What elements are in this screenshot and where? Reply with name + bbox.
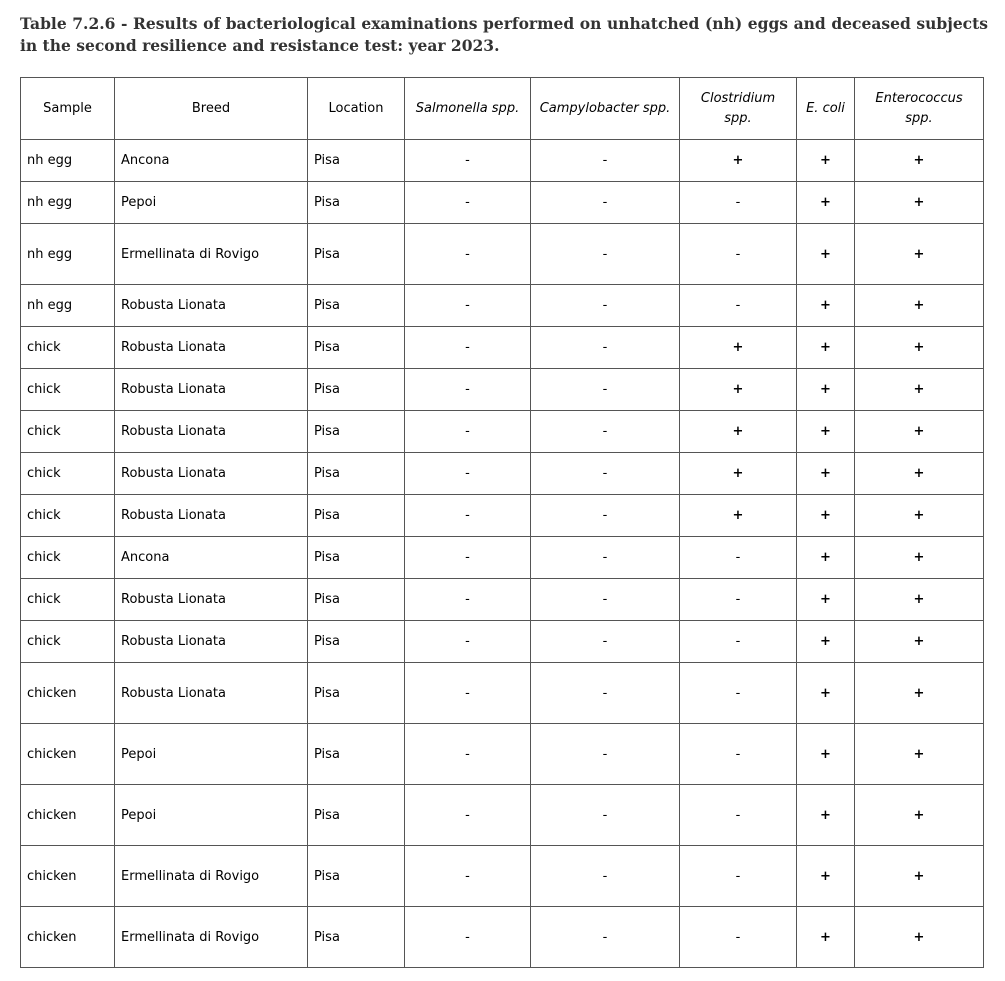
cell-clostridium: - — [680, 846, 797, 907]
table-row — [21, 369, 984, 411]
cell-salmonella: - — [405, 411, 531, 453]
cell-clostridium: + — [680, 327, 797, 369]
cell-breed: Pepoi — [115, 785, 308, 846]
cell-breed: Robusta Lionata — [115, 663, 308, 724]
cell-campylobacter: - — [531, 453, 680, 495]
cell-breed: Robusta Lionata — [115, 579, 308, 621]
cell-salmonella: - — [405, 724, 531, 785]
cell-sample: chick — [21, 621, 115, 663]
cell-campylobacter: - — [531, 411, 680, 453]
cell-sample: chick — [21, 327, 115, 369]
cell-salmonella: - — [405, 140, 531, 182]
cell-location: Pisa — [308, 453, 405, 495]
cell-salmonella: - — [405, 846, 531, 907]
cell-breed: Ermellinata di Rovigo — [115, 846, 308, 907]
cell-campylobacter: - — [531, 663, 680, 724]
cell-e-coli: + — [797, 579, 855, 621]
table-row — [21, 785, 984, 846]
cell-breed: Pepoi — [115, 724, 308, 785]
cell-breed: Robusta Lionata — [115, 453, 308, 495]
table-row — [21, 411, 984, 453]
cell-campylobacter: - — [531, 537, 680, 579]
cell-breed: Robusta Lionata — [115, 369, 308, 411]
cell-enterococcus: + — [855, 182, 984, 224]
cell-location: Pisa — [308, 411, 405, 453]
cell-enterococcus: + — [855, 724, 984, 785]
cell-enterococcus: + — [855, 224, 984, 285]
cell-e-coli: + — [797, 846, 855, 907]
cell-clostridium: - — [680, 182, 797, 224]
cell-clostridium: - — [680, 663, 797, 724]
cell-location: Pisa — [308, 785, 405, 846]
cell-clostridium: - — [680, 907, 797, 968]
cell-salmonella: - — [405, 785, 531, 846]
table-row — [21, 182, 984, 224]
cell-clostridium: - — [680, 724, 797, 785]
cell-location: Pisa — [308, 907, 405, 968]
cell-campylobacter: - — [531, 907, 680, 968]
cell-enterococcus: + — [855, 285, 984, 327]
cell-breed: Robusta Lionata — [115, 621, 308, 663]
cell-location: Pisa — [308, 140, 405, 182]
cell-sample: chick — [21, 537, 115, 579]
cell-campylobacter: - — [531, 785, 680, 846]
cell-salmonella: - — [405, 907, 531, 968]
cell-campylobacter: - — [531, 140, 680, 182]
cell-salmonella: - — [405, 327, 531, 369]
cell-location: Pisa — [308, 621, 405, 663]
table-caption: Table 7.2.6 - Results of bacteriological examinations performed on unhatched (nh) eggs and deceased subjects in the second resilience and resistance test: year 2023. — [20, 14, 988, 55]
header-clostridium: Clostridium spp. — [680, 78, 797, 140]
cell-clostridium: + — [680, 140, 797, 182]
cell-sample: chick — [21, 411, 115, 453]
cell-salmonella: - — [405, 285, 531, 327]
cell-clostridium: + — [680, 411, 797, 453]
cell-location: Pisa — [308, 663, 405, 724]
cell-clostridium: - — [680, 285, 797, 327]
table-row — [21, 907, 984, 968]
cell-e-coli: + — [797, 140, 855, 182]
cell-enterococcus: + — [855, 369, 984, 411]
cell-enterococcus: + — [855, 411, 984, 453]
cell-campylobacter: - — [531, 369, 680, 411]
cell-location: Pisa — [308, 327, 405, 369]
cell-campylobacter: - — [531, 182, 680, 224]
cell-breed: Pepoi — [115, 182, 308, 224]
cell-breed: Robusta Lionata — [115, 285, 308, 327]
cell-location: Pisa — [308, 495, 405, 537]
cell-e-coli: + — [797, 224, 855, 285]
cell-clostridium: + — [680, 495, 797, 537]
cell-sample: chicken — [21, 663, 115, 724]
cell-breed: Ancona — [115, 537, 308, 579]
cell-salmonella: - — [405, 579, 531, 621]
cell-breed: Robusta Lionata — [115, 327, 308, 369]
cell-sample: chick — [21, 495, 115, 537]
cell-clostridium: - — [680, 224, 797, 285]
cell-enterococcus: + — [855, 537, 984, 579]
cell-sample: chicken — [21, 724, 115, 785]
cell-sample: nh egg — [21, 224, 115, 285]
cell-clostridium: + — [680, 453, 797, 495]
cell-location: Pisa — [308, 285, 405, 327]
cell-breed: Ermellinata di Rovigo — [115, 224, 308, 285]
header-enterococcus: Enterococcus spp. — [855, 78, 984, 140]
cell-location: Pisa — [308, 537, 405, 579]
header-sample: Sample — [21, 78, 115, 140]
cell-breed: Ancona — [115, 140, 308, 182]
cell-campylobacter: - — [531, 495, 680, 537]
cell-e-coli: + — [797, 621, 855, 663]
header-breed: Breed — [115, 78, 308, 140]
cell-campylobacter: - — [531, 224, 680, 285]
cell-location: Pisa — [308, 846, 405, 907]
cell-campylobacter: - — [531, 621, 680, 663]
table-row — [21, 724, 984, 785]
cell-e-coli: + — [797, 411, 855, 453]
cell-enterococcus: + — [855, 663, 984, 724]
cell-enterococcus: + — [855, 846, 984, 907]
cell-e-coli: + — [797, 785, 855, 846]
cell-breed: Robusta Lionata — [115, 495, 308, 537]
cell-breed: Ermellinata di Rovigo — [115, 907, 308, 968]
table-row — [21, 579, 984, 621]
table-row — [21, 846, 984, 907]
cell-e-coli: + — [797, 537, 855, 579]
table-row — [21, 663, 984, 724]
cell-salmonella: - — [405, 537, 531, 579]
cell-enterococcus: + — [855, 621, 984, 663]
header-row — [21, 78, 984, 140]
cell-sample: chicken — [21, 846, 115, 907]
cell-campylobacter: - — [531, 846, 680, 907]
results-table — [20, 77, 984, 968]
cell-e-coli: + — [797, 907, 855, 968]
cell-breed: Robusta Lionata — [115, 411, 308, 453]
cell-location: Pisa — [308, 224, 405, 285]
cell-e-coli: + — [797, 182, 855, 224]
cell-sample: nh egg — [21, 182, 115, 224]
cell-e-coli: + — [797, 369, 855, 411]
cell-salmonella: - — [405, 495, 531, 537]
header-e-coli: E. coli — [797, 78, 855, 140]
cell-e-coli: + — [797, 495, 855, 537]
table-row — [21, 285, 984, 327]
cell-campylobacter: - — [531, 579, 680, 621]
cell-location: Pisa — [308, 724, 405, 785]
table-row — [21, 224, 984, 285]
cell-enterococcus: + — [855, 140, 984, 182]
cell-e-coli: + — [797, 724, 855, 785]
cell-sample: chicken — [21, 785, 115, 846]
cell-campylobacter: - — [531, 724, 680, 785]
cell-campylobacter: - — [531, 327, 680, 369]
header-salmonella: Salmonella spp. — [405, 78, 531, 140]
header-location: Location — [308, 78, 405, 140]
header-campylobacter: Campylobacter spp. — [531, 78, 680, 140]
cell-sample: nh egg — [21, 285, 115, 327]
cell-sample: chick — [21, 369, 115, 411]
cell-salmonella: - — [405, 369, 531, 411]
cell-enterococcus: + — [855, 327, 984, 369]
cell-sample: nh egg — [21, 140, 115, 182]
cell-enterococcus: + — [855, 453, 984, 495]
cell-e-coli: + — [797, 663, 855, 724]
cell-enterococcus: + — [855, 785, 984, 846]
cell-salmonella: - — [405, 224, 531, 285]
cell-clostridium: - — [680, 621, 797, 663]
cell-sample: chick — [21, 579, 115, 621]
cell-salmonella: - — [405, 663, 531, 724]
cell-location: Pisa — [308, 579, 405, 621]
table-body — [21, 140, 984, 968]
cell-e-coli: + — [797, 453, 855, 495]
cell-enterococcus: + — [855, 495, 984, 537]
cell-salmonella: - — [405, 621, 531, 663]
cell-location: Pisa — [308, 369, 405, 411]
table-row — [21, 140, 984, 182]
table-row — [21, 621, 984, 663]
cell-e-coli: + — [797, 285, 855, 327]
cell-salmonella: - — [405, 453, 531, 495]
cell-clostridium: - — [680, 537, 797, 579]
table-row — [21, 327, 984, 369]
cell-enterococcus: + — [855, 907, 984, 968]
cell-e-coli: + — [797, 327, 855, 369]
cell-sample: chick — [21, 453, 115, 495]
table-row — [21, 495, 984, 537]
cell-campylobacter: - — [531, 285, 680, 327]
cell-clostridium: - — [680, 579, 797, 621]
cell-location: Pisa — [308, 182, 405, 224]
table-row — [21, 453, 984, 495]
table-row — [21, 537, 984, 579]
cell-clostridium: + — [680, 369, 797, 411]
cell-clostridium: - — [680, 785, 797, 846]
cell-sample: chicken — [21, 907, 115, 968]
cell-salmonella: - — [405, 182, 531, 224]
cell-enterococcus: + — [855, 579, 984, 621]
